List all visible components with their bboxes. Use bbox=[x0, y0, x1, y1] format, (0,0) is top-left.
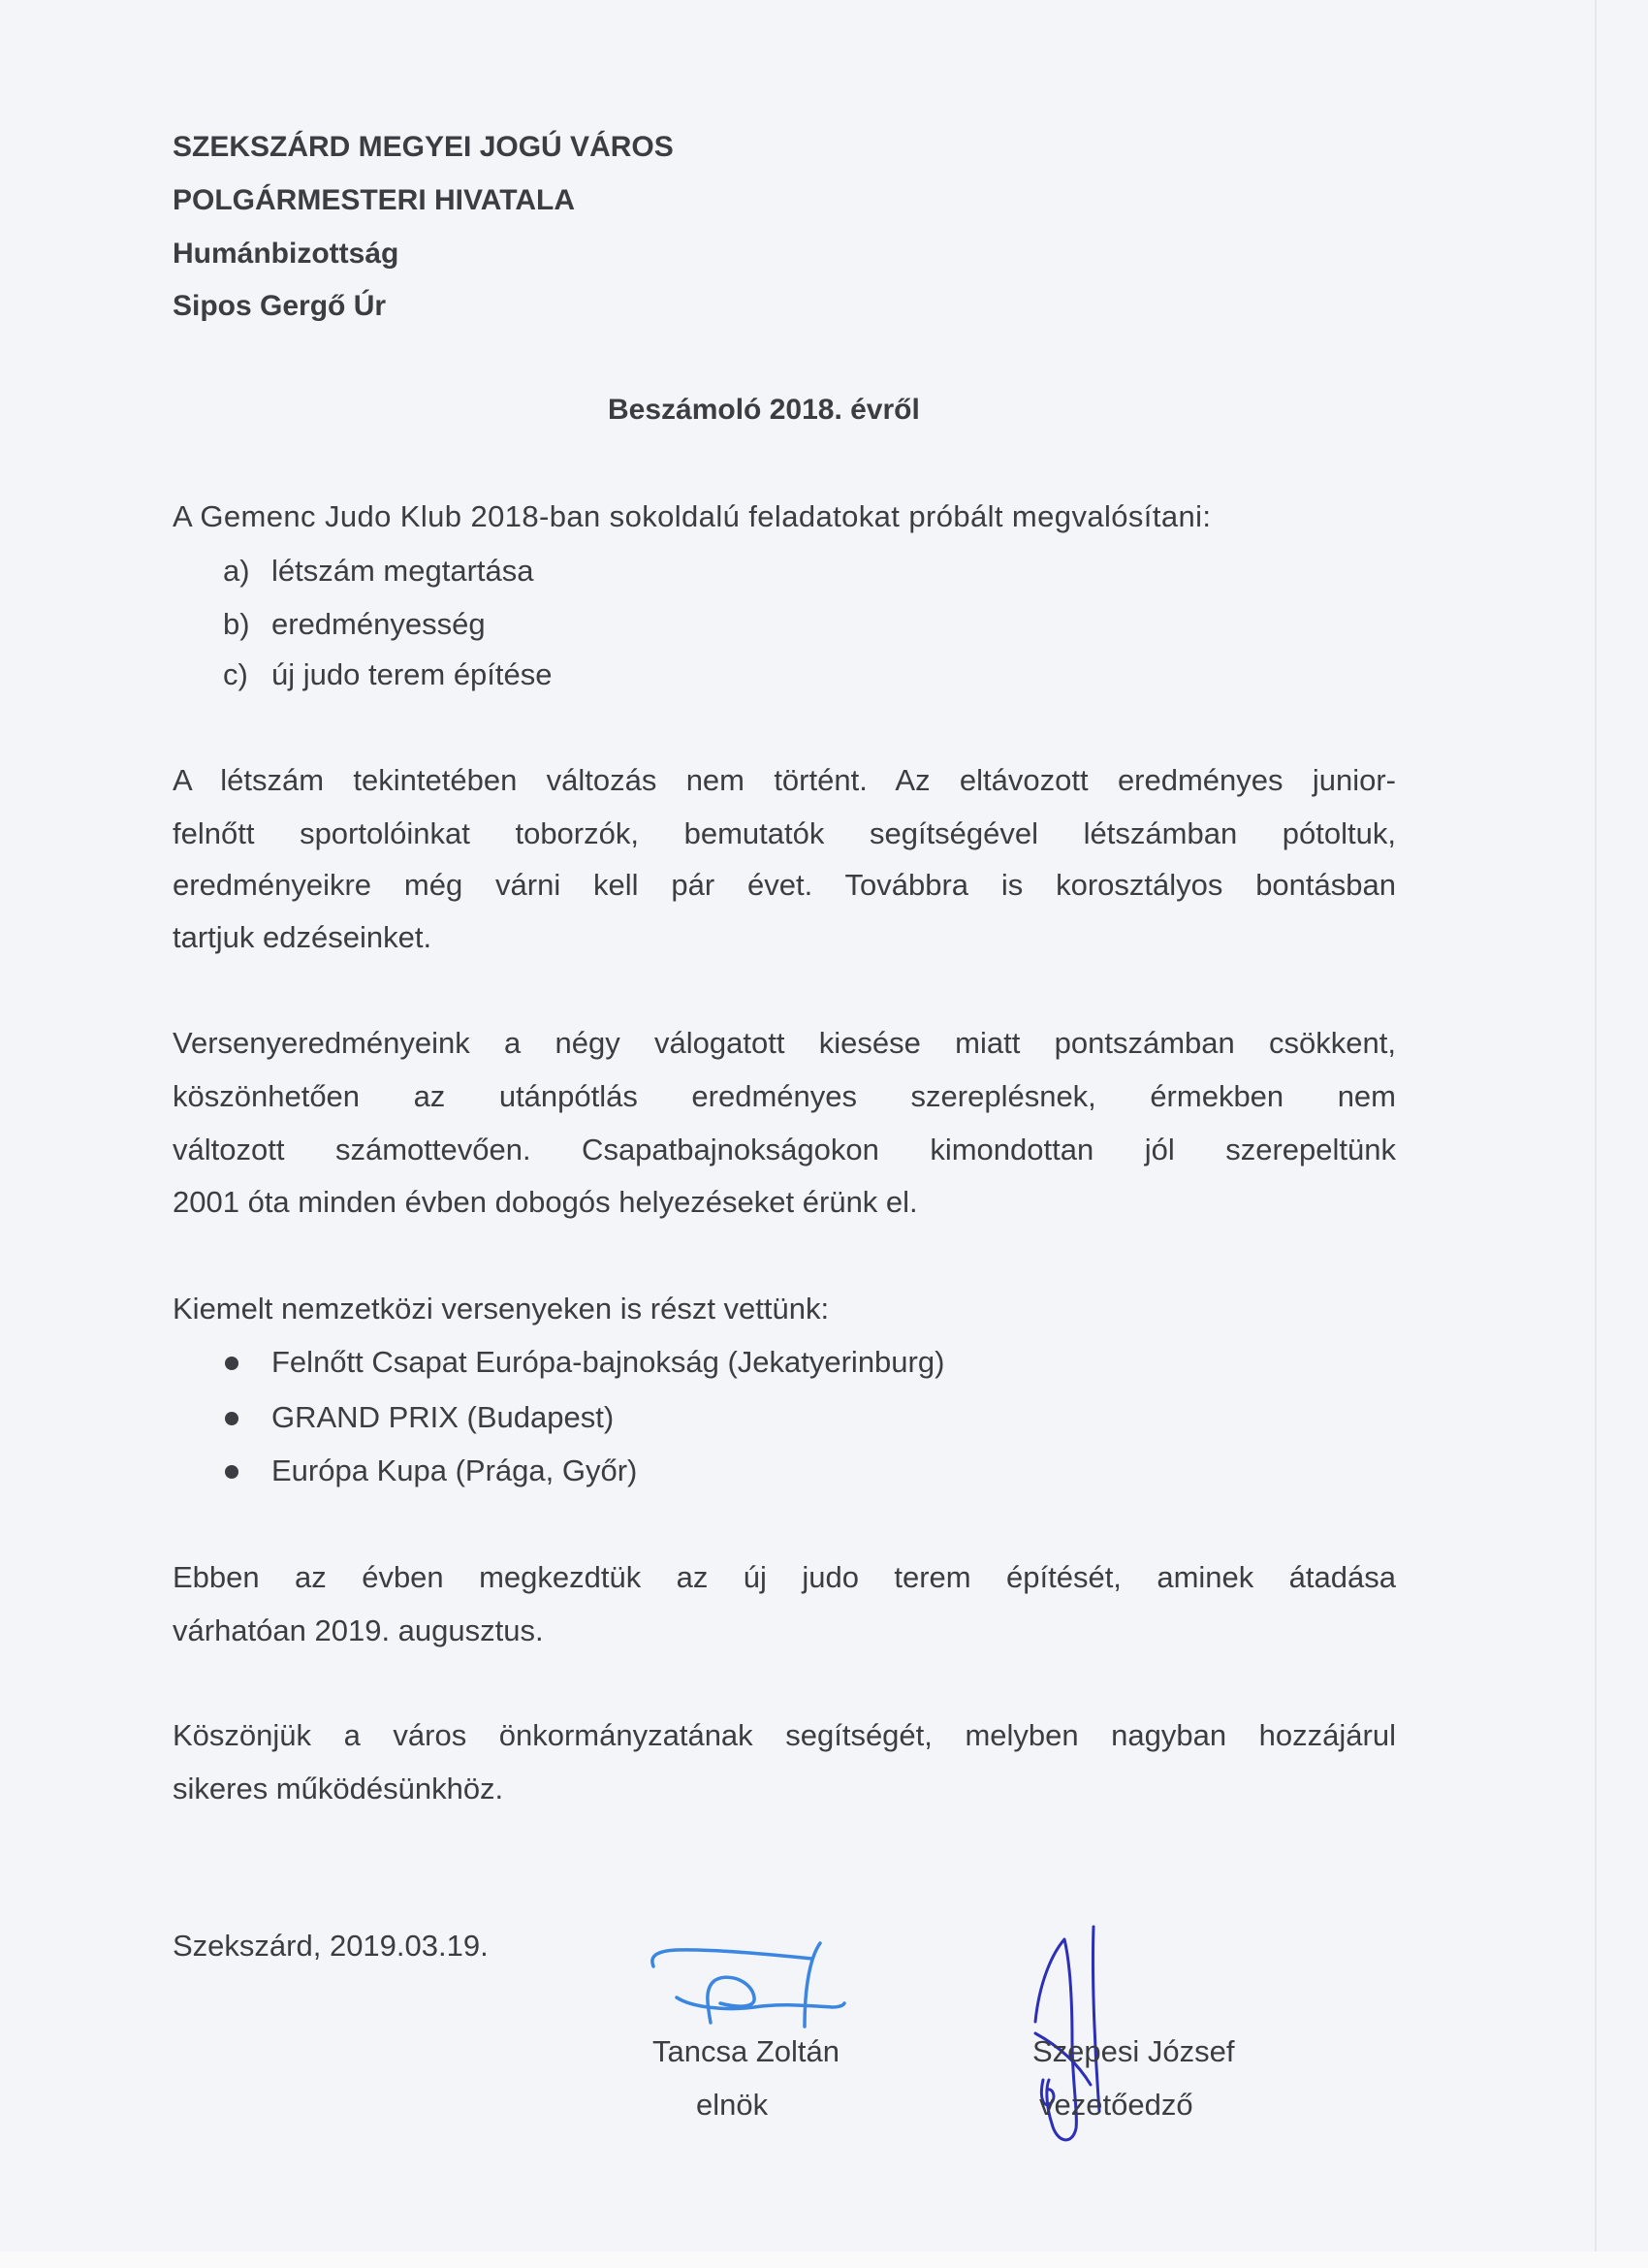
paragraph-line: sikeres működésünkhöz. bbox=[173, 1772, 504, 1805]
signatory-name: Szepesi József bbox=[1032, 2034, 1235, 2068]
list-item-text: Európa Kupa (Prága, Győr) bbox=[271, 1453, 638, 1487]
list-item-text: létszám megtartása bbox=[271, 554, 534, 588]
scan-edge bbox=[1595, 0, 1597, 2252]
paragraph-line: felnőtt sportolóinkat toborzók, bemutatók segítségével létszámban pótoltuk, bbox=[173, 816, 1396, 850]
signatory-name: Tancsa Zoltán bbox=[652, 2034, 840, 2068]
paragraph-line: 2001 óta minden évben dobogós helyezéseket érünk el. bbox=[173, 1185, 918, 1219]
paragraph-line: A létszám tekintetében változás nem történt. Az eltávozott eredményes junior- bbox=[173, 763, 1396, 797]
recipient-line: SZEKSZÁRD MEGYEI JOGÚ VÁROS bbox=[173, 131, 674, 163]
recipient-line: Sipos Gergő Úr bbox=[173, 290, 387, 322]
bullet-icon bbox=[225, 1412, 238, 1425]
paragraph-line: eredményeikre még várni kell pár évet. Továbbra is korosztályos bontásban bbox=[173, 868, 1396, 902]
scan-edge bbox=[0, 2252, 1648, 2268]
list-marker: b) bbox=[223, 607, 250, 641]
document-title: Beszámoló 2018. évről bbox=[608, 394, 920, 426]
bullet-icon bbox=[225, 1357, 238, 1370]
bullet-icon bbox=[225, 1465, 238, 1479]
handwritten-signature bbox=[648, 1937, 851, 2029]
paragraph-line: tartjuk edzéseinket. bbox=[173, 920, 432, 954]
paragraph-line: változott számottevően. Csapatbajnokságokon kimondottan jól szerepeltünk bbox=[173, 1133, 1396, 1166]
list-item-text: Felnőtt Csapat Európa-bajnokság (Jekatyerinburg) bbox=[271, 1345, 945, 1379]
list-item-text: GRAND PRIX (Budapest) bbox=[271, 1400, 615, 1434]
paragraph-line: Köszönjük a város önkormányzatának segítségét, melyben nagyban hozzájárul bbox=[173, 1718, 1396, 1752]
signatory-role: elnök bbox=[696, 2088, 769, 2122]
paragraph-line: Versenyeredményeink a négy válogatott kiesése miatt pontszámban csökkent, bbox=[173, 1026, 1396, 1060]
international-intro: Kiemelt nemzetközi versenyeken is részt vettünk: bbox=[173, 1292, 830, 1326]
intro-text: A Gemenc Judo Klub 2018-ban sokoldalú feladatokat próbált megvalósítani: bbox=[173, 499, 1212, 533]
list-item-text: új judo terem építése bbox=[271, 657, 553, 691]
list-item-text: eredményesség bbox=[271, 607, 486, 641]
place-date: Szekszárd, 2019.03.19. bbox=[173, 1929, 489, 1963]
list-marker: a) bbox=[223, 554, 250, 588]
paragraph-line: köszönhetően az utánpótlás eredményes szereplésnek, érmekben nem bbox=[173, 1079, 1396, 1113]
list-marker: c) bbox=[223, 657, 248, 691]
recipient-line: Humánbizottság bbox=[173, 238, 399, 270]
signatory-role: vezetőedző bbox=[1039, 2088, 1193, 2122]
paragraph-line: Ebben az évben megkezdtük az új judo terem építését, aminek átadása bbox=[173, 1560, 1396, 1594]
paragraph-line: várhatóan 2019. augusztus. bbox=[173, 1613, 544, 1647]
recipient-line: POLGÁRMESTERI HIVATALA bbox=[173, 184, 575, 216]
